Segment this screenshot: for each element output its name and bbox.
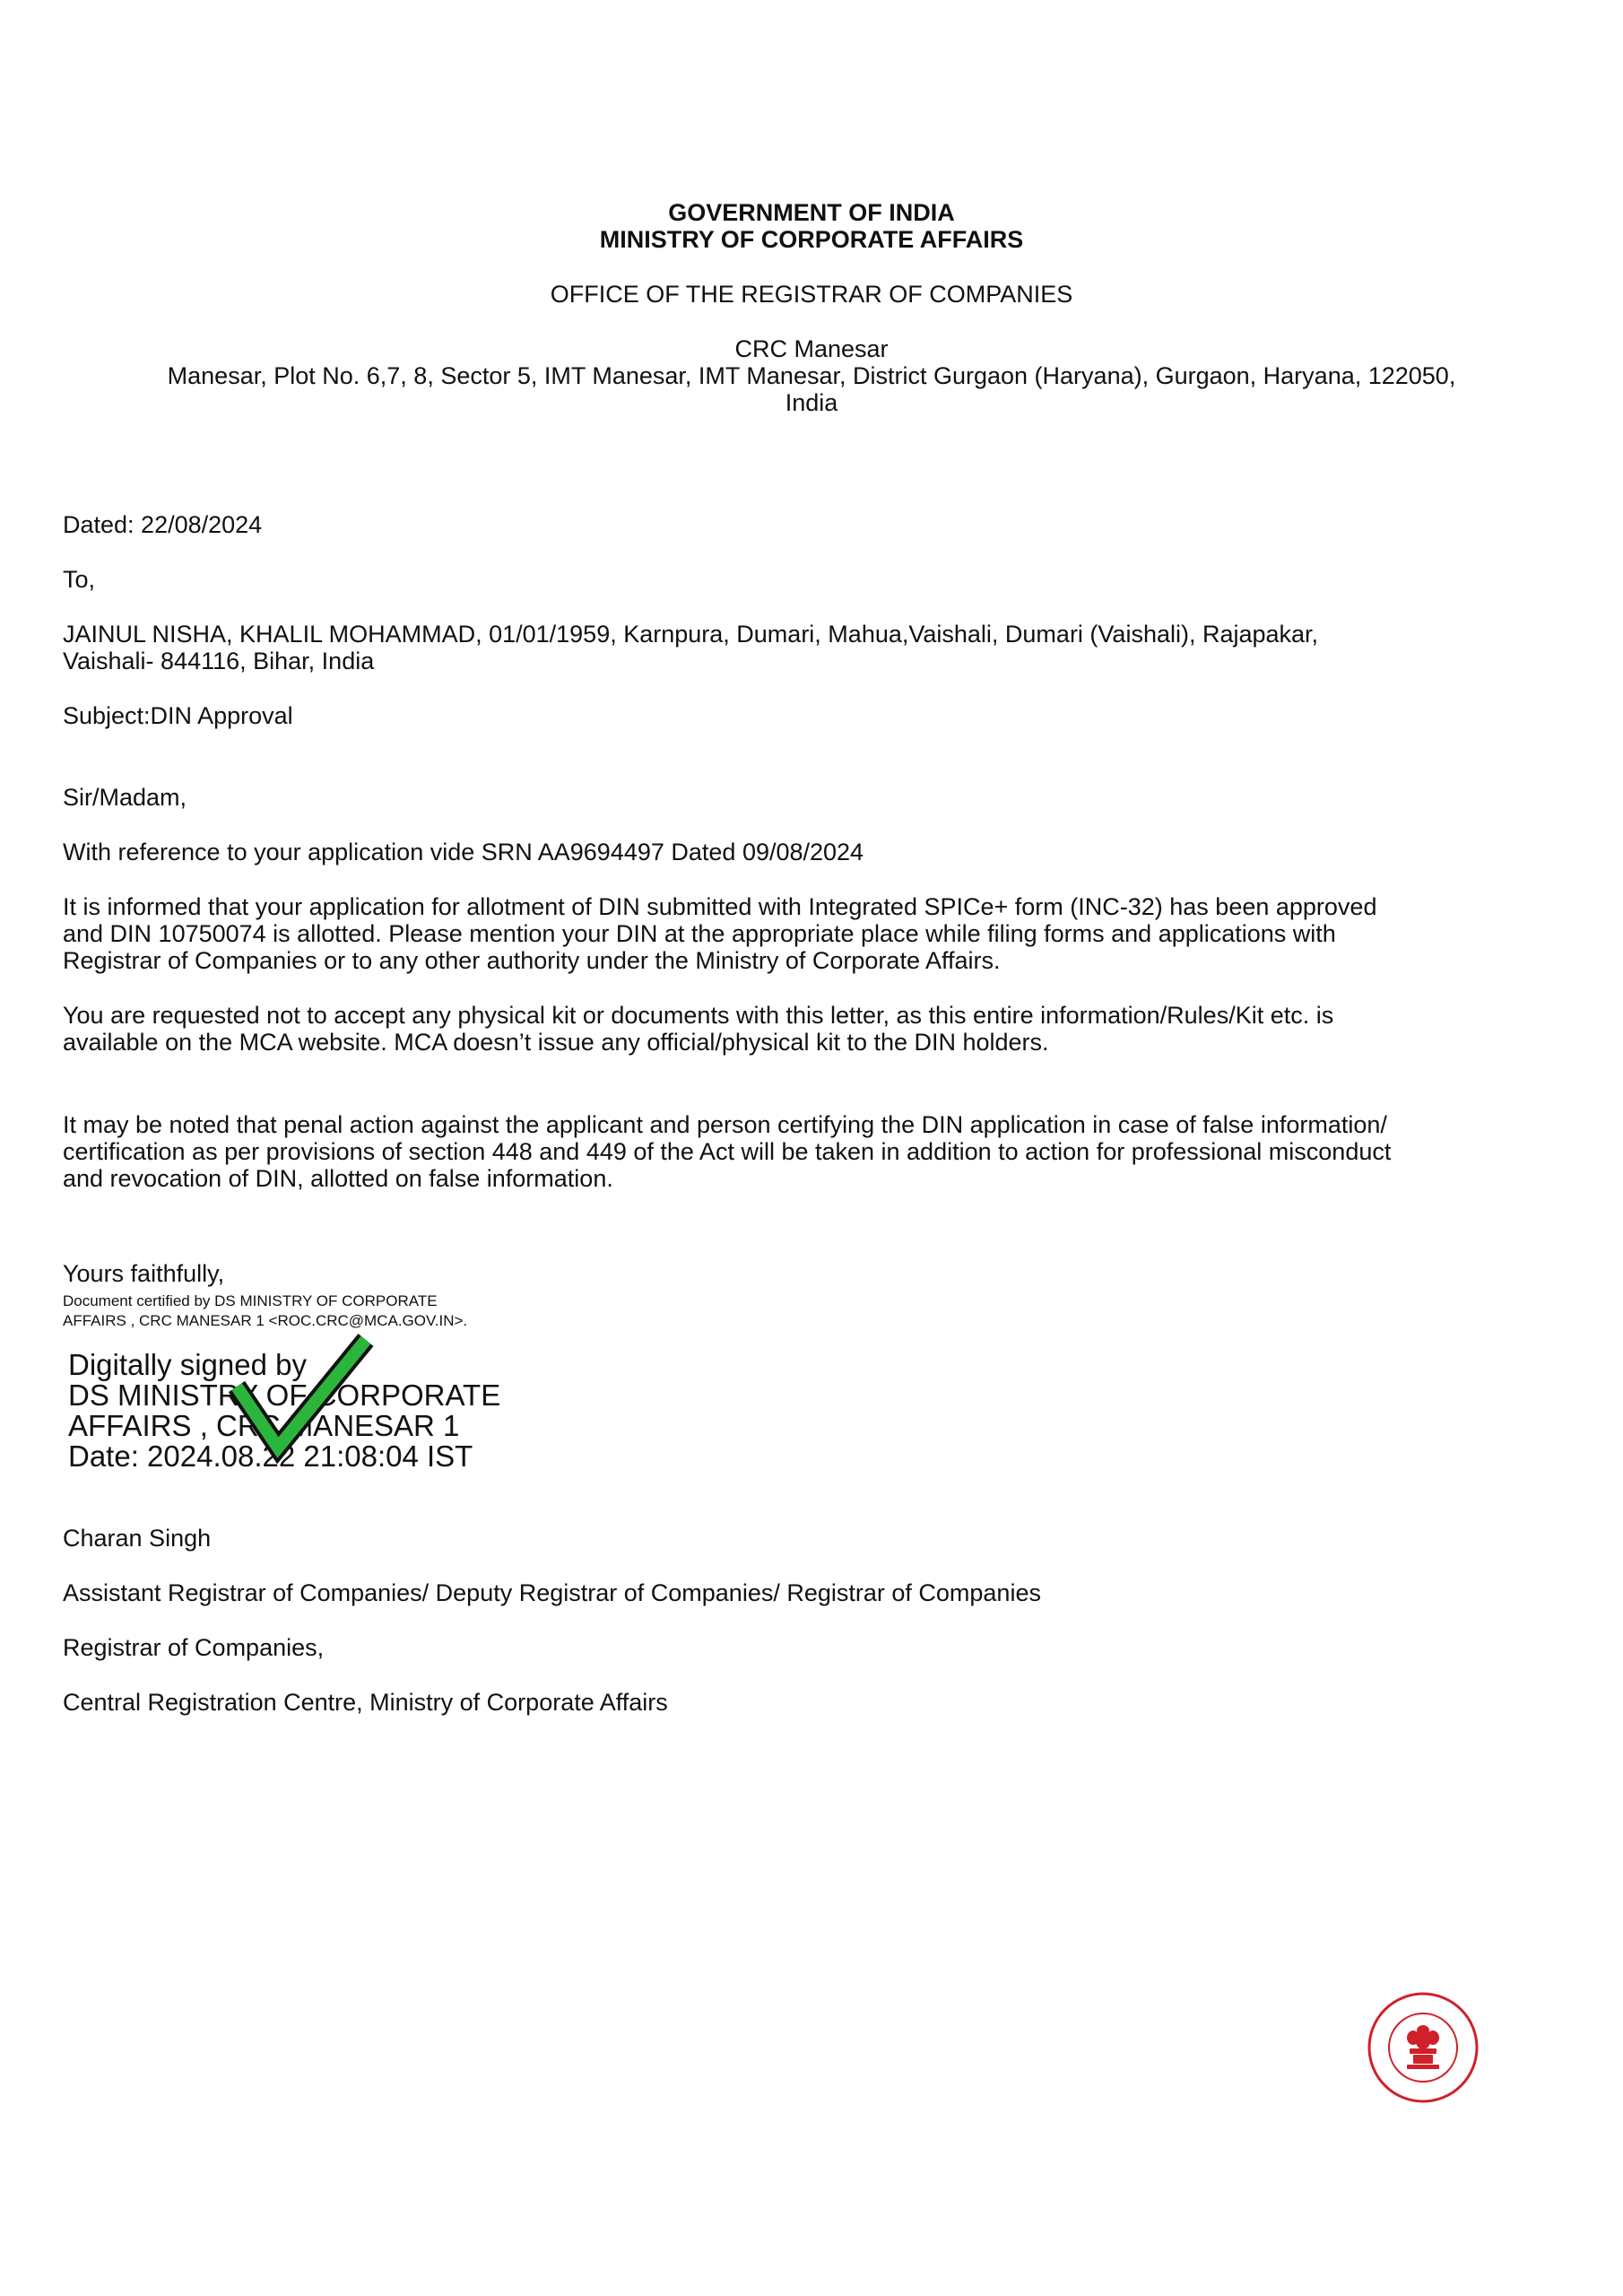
para2-line2: available on the MCA website. MCA doesn’t issue any official/physical kit to the DIN holders. [63, 1029, 1049, 1056]
header-centre: CRC Manesar [734, 335, 889, 362]
recipient-line2: Vaishali- 844116, Bihar, India [63, 648, 375, 674]
signatory-designation: Assistant Registrar of Companies/ Deputy Registrar of Companies/ Registrar of Companies [63, 1579, 1041, 1606]
digital-signature-line1: Digitally signed by [68, 1348, 307, 1381]
dated: Dated: 22/08/2024 [63, 511, 263, 538]
para2-line1: You are requested not to accept any physical kit or documents with this letter, as this entire information/Rules/Kit etc. is [63, 1002, 1334, 1029]
header-address-line2: India [785, 389, 838, 416]
signatory-centre: Central Registration Centre, Ministry of Corporate Affairs [63, 1689, 668, 1716]
official-seal-icon [1365, 1989, 1481, 2106]
digital-signature-line4: Date: 2024.08.22 21:08:04 IST [68, 1439, 473, 1473]
certified-line2: AFFAIRS , CRC MANESAR 1 <ROC.CRC@MCA.GOV.IN>. [63, 1312, 468, 1329]
reference: With reference to your application vide SRN AA9694497 Dated 09/08/2024 [63, 839, 864, 865]
para1-line1: It is informed that your application for allotment of DIN submitted with Integrated SPICe+ form (INC-32) has been approved [63, 893, 1377, 920]
header-government: GOVERNMENT OF INDIA [668, 199, 955, 226]
para1-line2: and DIN 10750074 is allotted. Please mention your DIN at the appropriate place while filing forms and applications with [63, 920, 1336, 947]
closing: Yours faithfully, [63, 1260, 225, 1287]
certified-line1: Document certified by DS MINISTRY OF CORPORATE [63, 1292, 438, 1309]
salutation: Sir/Madam, [63, 784, 187, 811]
header-address-line1: Manesar, Plot No. 6,7, 8, Sector 5, IMT Manesar, IMT Manesar, District Gurgaon (Haryana), Gurgaon, Haryana, 122050, [167, 362, 1456, 389]
subject: Subject:DIN Approval [63, 702, 293, 729]
signatory-office: Registrar of Companies, [63, 1634, 325, 1661]
header-office: OFFICE OF THE REGISTRAR OF COMPANIES [550, 281, 1073, 308]
digital-signature-line3: AFFAIRS , CRC MANESAR 1 [68, 1409, 460, 1442]
digital-signature-line2: DS MINISTRY OF CORPORATE [68, 1378, 501, 1412]
signatory-name: Charan Singh [63, 1525, 212, 1552]
recipient-line1: JAINUL NISHA, KHALIL MOHAMMAD, 01/01/1959, Karnpura, Dumari, Mahua,Vaishali, Dumari (Vaishali), Rajapakar, [63, 621, 1319, 648]
para3-line2: certification as per provisions of section 448 and 449 of the Act will be taken in addition to action for professional misconduct [63, 1138, 1392, 1165]
signature-verified-check-icon [222, 1329, 375, 1464]
to: To, [63, 566, 96, 593]
para3-line1: It may be noted that penal action against the applicant and person certifying the DIN application in case of false information/ [63, 1111, 1387, 1138]
header-ministry: MINISTRY OF CORPORATE AFFAIRS [599, 226, 1024, 253]
para1-line3: Registrar of Companies or to any other authority under the Ministry of Corporate Affairs. [63, 947, 1001, 974]
para3-line3: and revocation of DIN, allotted on false information. [63, 1165, 613, 1192]
